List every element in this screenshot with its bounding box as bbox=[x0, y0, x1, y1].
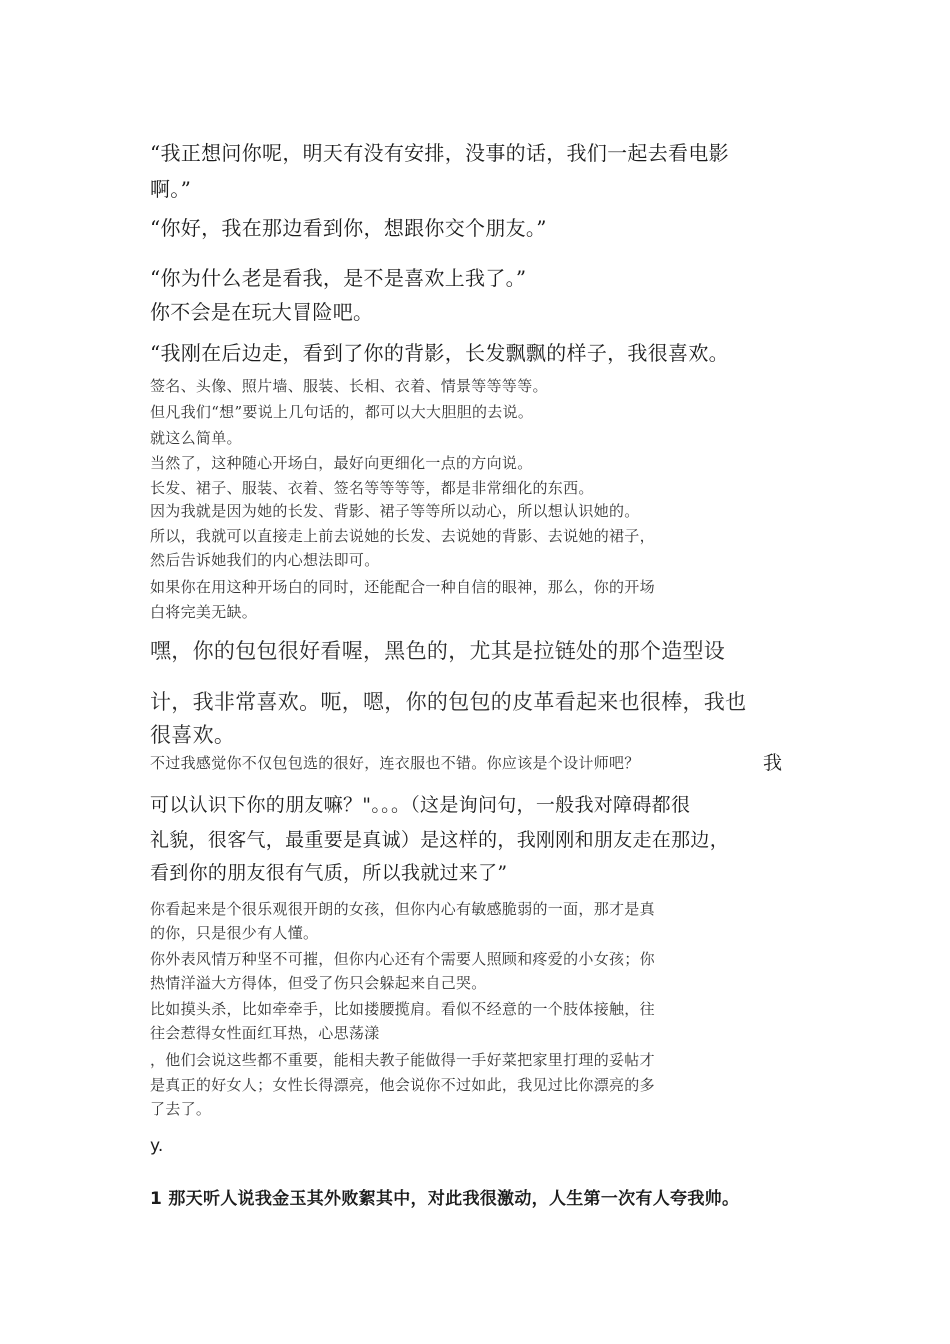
text-line: 签名、头像、照片墙、服装、长相、衣着、情景等等等等。 bbox=[150, 377, 548, 395]
text-line: 计，我非常喜欢。呃，嗯，你的包包的皮革看起来也很棒，我也 bbox=[150, 690, 747, 714]
text-line: y. bbox=[150, 1136, 164, 1156]
text-line: 是真正的好女人；女性长得漂亮，他会说你不过如此，我见过比你漂亮的多 bbox=[150, 1076, 655, 1094]
text-line: 然后告诉她我们的内心想法即可。 bbox=[150, 551, 380, 569]
text-line: “我正想问你呢，明天有没有安排，没事的话，我们一起去看电影 bbox=[150, 141, 729, 165]
text-line: 长发、裙子、服装、衣着、签名等等等等，都是非常细化的东西。 bbox=[150, 479, 594, 497]
text-line: 热情洋溢大方得体，但受了伤只会躲起来自己哭。 bbox=[150, 974, 487, 992]
text-line: 如果你在用这种开场白的同时，还能配合一种自信的眼神，那么，你的开场 bbox=[150, 578, 655, 596]
text-line: 白将完美无缺。 bbox=[150, 603, 258, 621]
text-line: 就这么简单。 bbox=[150, 429, 242, 447]
text-line: 往会惹得女性面红耳热，心思荡漾 bbox=[150, 1024, 380, 1042]
text-line: 礼貌，很客气，最重要是真诚）是这样的，我刚刚和朋友走在那边， bbox=[150, 829, 730, 851]
text-line: 我 bbox=[763, 752, 783, 774]
text-line: 你看起来是个很乐观很开朗的女孩，但你内心有敏感脆弱的一面，那才是真 bbox=[150, 900, 655, 918]
text-line: “你为什么老是看我，是不是喜欢上我了。” bbox=[150, 266, 527, 290]
text-line: 所以，我就可以直接走上前去说她的长发、去说她的背影、去说她的裙子， bbox=[150, 527, 655, 545]
text-line: 可以认识下你的朋友嘛？"。。。（这是询问句，一般我对障碍都很 bbox=[150, 794, 691, 816]
text-line: 看到你的朋友很有气质，所以我就过来了” bbox=[150, 862, 508, 884]
text-line: ，他们会说这些都不重要，能相夫教子能做得一手好菜把家里打理的妥帖才 bbox=[150, 1051, 655, 1069]
text-line: 1 那天听人说我金玉其外败絮其中，对此我很激动，人生第一次有人夸我帅。 bbox=[150, 1189, 740, 1209]
text-line: 但凡我们“想”要说上几句话的，都可以大大胆胆的去说。 bbox=[150, 403, 534, 421]
text-line: 因为我就是因为她的长发、背影、裙子等等所以动心，所以想认识她的。 bbox=[150, 502, 640, 520]
text-line: 当然了，这种随心开场白，最好向更细化一点的方向说。 bbox=[150, 454, 533, 472]
text-line: 比如摸头杀，比如牵牵手，比如搂腰揽肩。看似不经意的一个肢体接触，往 bbox=[150, 1000, 655, 1018]
text-line: 你不会是在玩大冒险吧。 bbox=[150, 300, 374, 324]
text-line: 嘿，你的包包很好看喔，黑色的，尤其是拉链处的那个造型设 bbox=[150, 639, 726, 663]
text-line: 很喜欢。 bbox=[150, 723, 236, 747]
text-line: 不过我感觉你不仅包包选的很好，连衣服也不错。你应该是个设计师吧？ bbox=[150, 754, 640, 772]
text-line: 了去了。 bbox=[150, 1100, 212, 1118]
text-line: 啊。” bbox=[150, 177, 192, 201]
text-line: “你好，我在那边看到你，想跟你交个朋友。” bbox=[150, 216, 547, 240]
text-line: 你外表风情万种坚不可摧，但你内心还有个需要人照顾和疼爱的小女孩；你 bbox=[150, 950, 655, 968]
text-line: “我刚在后边走，看到了你的背影，长发飘飘的样子，我很喜欢。 bbox=[150, 341, 729, 365]
text-line: 的你，只是很少有人懂。 bbox=[150, 924, 319, 942]
